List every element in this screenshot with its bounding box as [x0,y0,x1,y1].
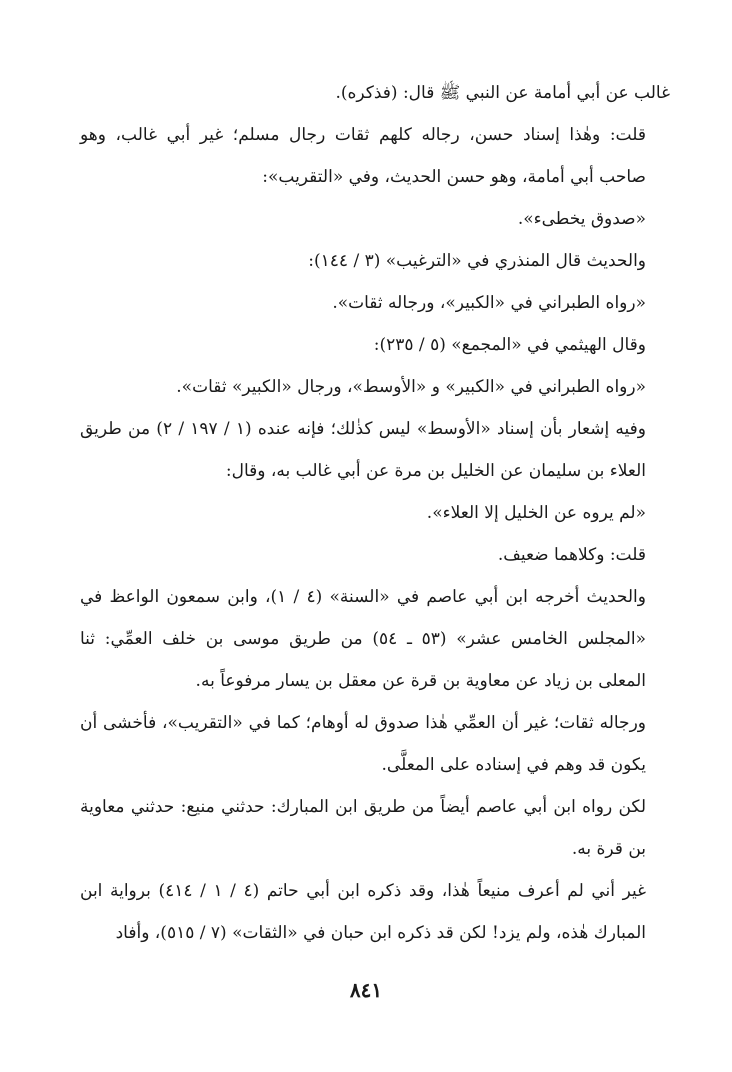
quote-paragraph-5: «رواه الطبراني في «الكبير»، ورجاله ثقات». [332,293,646,313]
quote-paragraph-3: «صدوق يخطىء». [517,209,646,229]
paragraph-6: وقال الهيثمي في «المجمع» (٥ / ٢٣٥): [373,335,646,355]
paragraph-12: ورجاله ثقات؛ غير أن العمِّي هٰذا صدوق له أوهام؛ كما في «التقريب»، فأخشى أن يكون قد وهم في إسناده على المعلَّى. [80,713,646,775]
paragraph-1: غالب عن أبي أمامة عن النبي ﷺ قال: (فذكره). [335,83,670,103]
paragraph-13: لكن رواه ابن أبي عاصم أيضاً من طريق ابن المبارك: حدثني منيع: حدثني معاوية بن قرة به. [80,797,646,859]
quote-paragraph-7: «رواه الطبراني في «الكبير» و «الأوسط»، ورجال «الكبير» ثقات». [176,377,646,397]
paragraph-8: وفيه إشعار بأن إسناد «الأوسط» ليس كذٰلك؛ فإنه عنده (١ / ١٩٧ / ٢) من طريق العلاء بن سليمان عن الخليل بن مرة عن أبي غالب به، وقال: [80,419,647,481]
paragraph-11: والحديث أخرجه ابن أبي عاصم في «السنة» (٤ / ١)، وابن سمعون الواعظ في «المجلس الخامس عشر» (٥٣ ـ ٥٤) من طريق موسى بن خلف العمِّي: ثنا المعلى بن زياد عن معاوية بن قرة عن معقل بن يسار مرفوعاً به. [80,587,646,691]
quote-paragraph-9: «لم يروه عن الخليل إلا العلاء». [426,503,646,523]
paragraph-14: غير أني لم أعرف منيعاً هٰذا، وقد ذكره ابن أبي حاتم (٤ / ١ / ٤١٤) برواية ابن المبارك هٰذه، ولم يزد! لكن قد ذكره ابن حبان في «الثقات» (٧ / ٥١٥)، وأفاد [80,881,646,943]
page-number: ٨٤١ [349,978,383,1002]
paragraph-4: والحديث قال المنذري في «الترغيب» (٣ / ١٤٤): [308,251,646,271]
body-text [80,72,670,954]
paragraph-2: قلت: وهٰذا إسناد حسن، رجاله كلهم ثقات رجال مسلم؛ غير أبي غالب، وهو صاحب أبي أمامة، وهو حسن الحديث، وفي «التقريب»: [80,125,646,187]
paragraph-10: قلت: وكلاهما ضعيف. [497,545,646,565]
